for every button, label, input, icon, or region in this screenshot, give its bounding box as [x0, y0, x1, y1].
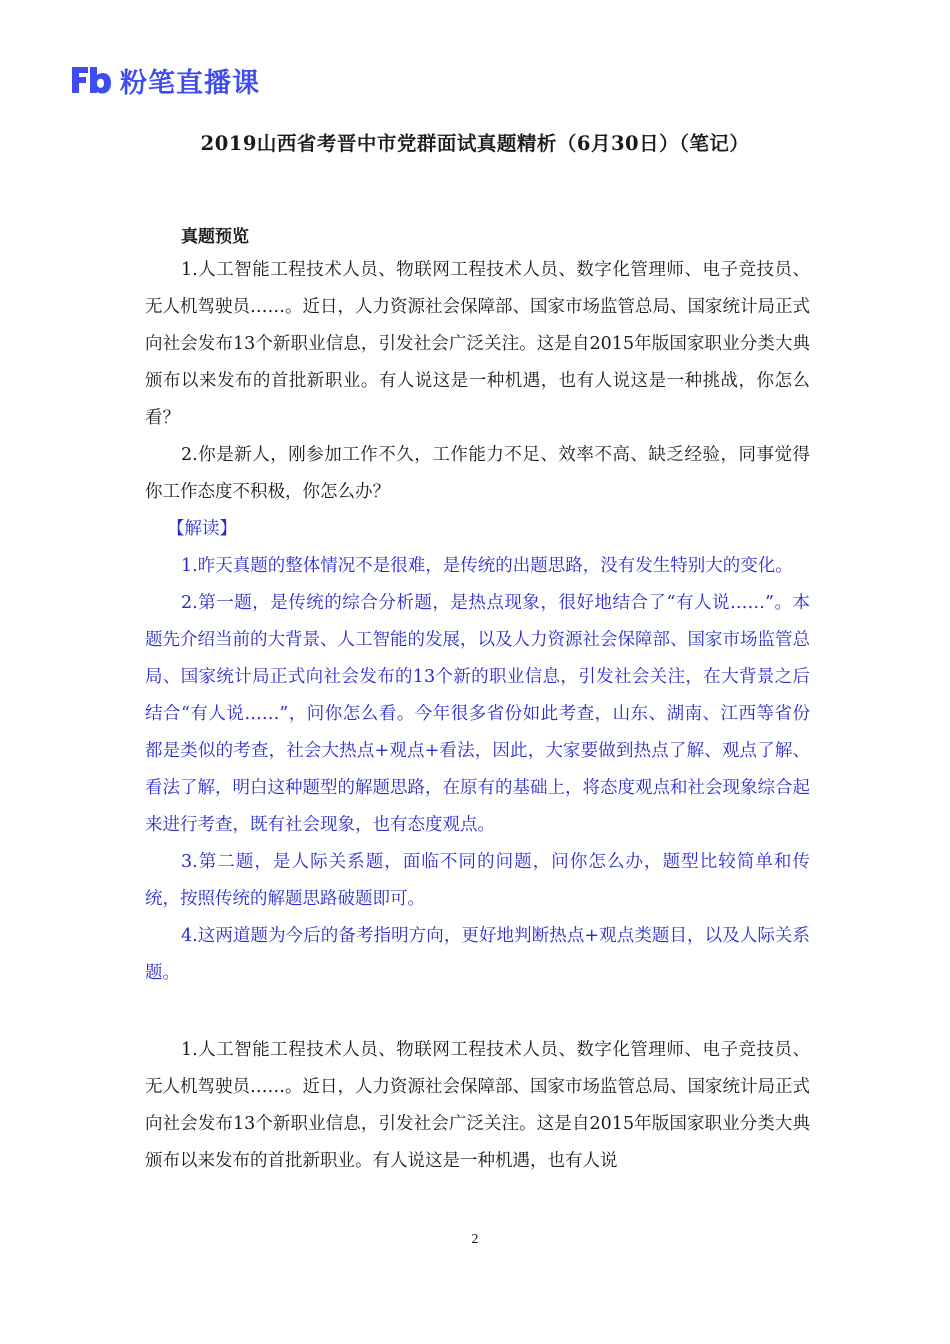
- document-body: [145, 222, 810, 1180]
- analysis-paragraph-3: 3.第二题，是人际关系题，面临不同的问题，问你怎么办，题型比较简单和传统，按照传统的解题思路破题即可。: [145, 852, 810, 909]
- document-title: 2019山西省考晋中市党群面试真题精析（6月30日）（笔记）: [200, 132, 750, 155]
- question-1: 1.人工智能工程技术人员、物联网工程技术人员、数字化管理师、电子竞技员、无人机驾驶员……。近日，人力资源社会保障部、国家市场监管总局、国家统计局正式向社会发布13个新职业信息，引发社会广泛关注。这是自2015年版国家职业分类大典颁布以来发布的首批新职业。有人说这是一种机遇，也有人说这是一种挑战，你怎么看？: [145, 260, 810, 428]
- question-2: 2.你是新人，刚参加工作不久，工作能力不足、效率不高、缺乏经验，同事觉得你工作态度不积极，你怎么办？: [145, 445, 810, 502]
- analysis-paragraph-2: 2.第一题，是传统的综合分析题，是热点现象，很好地结合了“有人说……”。本题先介绍当前的大背景、人工智能的发展，以及人力资源社会保障部、国家市场监管总局、国家统计局正式向社会发布的13个新的职业信息，引发社会关注，在大背景之后结合“有人说……”，问你怎么看。今年很多省份如此考查，山东、湖南、江西等省份都是类似的考查，社会大热点+观点+看法，因此，大家要做到热点了解、观点了解、看法了解，明白这种题型的解题思路，在原有的基础上，将态度观点和社会现象综合起来进行考查，既有社会现象，也有态度观点。: [145, 593, 810, 835]
- fb-logo-icon: [68, 63, 114, 97]
- section-spacer: [145, 992, 810, 1032]
- brand-logo: [68, 62, 260, 98]
- preview-heading: 真题预览: [181, 227, 249, 247]
- question-1-repeat: 1.人工智能工程技术人员、物联网工程技术人员、数字化管理师、电子竞技员、无人机驾驶员……。近日，人力资源社会保障部、国家市场监管总局、国家统计局正式向社会发布13个新职业信息，引发社会广泛关注。这是自2015年版国家职业分类大典颁布以来发布的首批新职业。有人说这是一种机遇，也有人说: [145, 1040, 810, 1171]
- analysis-heading: 【解读】: [167, 519, 237, 539]
- page-number: 2: [471, 1232, 479, 1247]
- analysis-paragraph-1: 1.昨天真题的整体情况不是很难，是传统的出题思路，没有发生特别大的变化。: [181, 556, 793, 576]
- brand-name: 粉笔直播课: [120, 67, 260, 99]
- analysis-paragraph-4: 4.这两道题为今后的备考指明方向，更好地判断热点+观点类题目，以及人际关系题。: [145, 926, 810, 983]
